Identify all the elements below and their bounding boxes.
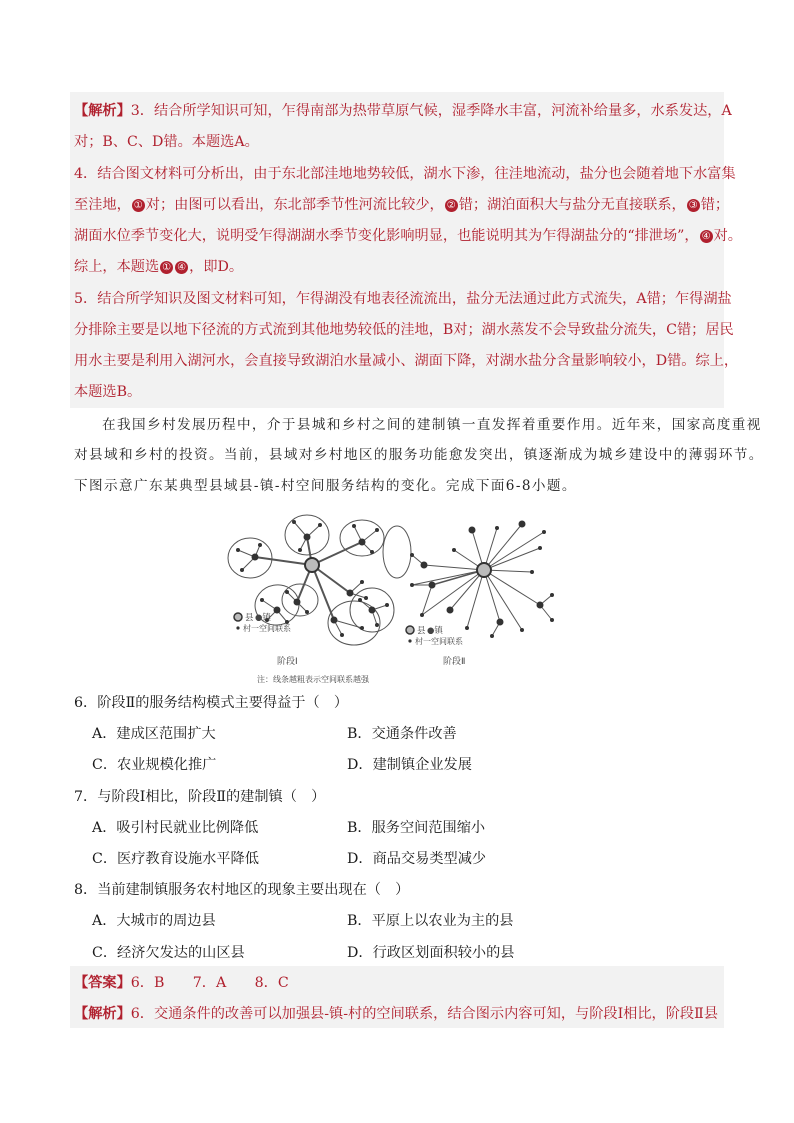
question-8-option-b[interactable]: B．平原上以农业为主的县 [347,913,514,929]
question-7-option-b[interactable]: B．服务空间范围缩小 [347,820,486,836]
svg-text:村一空间联系: 村一空间联系 [415,637,463,646]
analysis-5-line-2: 分排除主要是以地下径流的方式流到其他地势较低的洼地，B对；湖水蒸发不会导致盐分流失，C错；居民 [74,322,734,338]
question-6-option-a[interactable]: A．建成区范围扩大 [92,726,216,742]
analysis-4-line-1: 4．结合图文材料可分析出，由于东北部洼地地势较低，湖水下渗，往洼地流动，盐分也会随着地下水富集 [74,166,736,182]
stage-2-legend [406,625,465,667]
stage-2-diagram [412,524,552,636]
svg-text:●镇: ●镇 [255,613,271,623]
stem-line-3: 下图示意广东某典型县域县-镇-村空间服务结构的变化。完成下面6-8小题。 [74,478,577,494]
svg-text:阶段Ⅰ: 阶段Ⅰ [277,657,298,667]
analysis-tag: 【解析】 [74,103,131,119]
question-7-stem: 7．与阶段Ⅰ相比，阶段Ⅱ的建制镇（ ） [74,789,326,805]
stem-line-2: 对县域和乡村的投资。当前，县域对乡村地区的服务功能愈发突出，镇逐渐成为城乡建设中的薄弱环节。 [74,447,764,463]
circled-number-4: ④ [175,261,188,274]
figure-note: 注：线条越粗表示空间联系越强 [257,675,369,684]
analysis-5-line-1: 5．结合所学知识及图文材料可知，乍得湖没有地表径流流出，盐分无法通过此方式流失，A错；乍得湖盐 [74,291,732,307]
analysis-4-line-3: 湖面水位季节变化大，说明受乍得湖湖水季节变化影响明显，也能说明其为乍得湖盐分的“排泄场”， ④ 对。 [74,228,742,244]
analysis-3-line-2: 对；B、C、D错。本题选A。 [74,134,259,150]
question-8-option-a[interactable]: A．大城市的周边县 [92,913,216,929]
circled-number-1: ① [132,199,145,212]
svg-text:●镇: ●镇 [427,626,443,636]
analysis-4-line-4: 综上，本题选 ① ④ ，即D。 [74,259,244,275]
question-7-option-a[interactable]: A．吸引村民就业比例降低 [92,820,259,836]
svg-text:县: 县 [417,626,426,636]
answer-tag: 【答案】 [74,975,131,991]
question-6-stem: 6．阶段Ⅱ的服务结构模式主要得益于（ ） [74,695,349,711]
question-7-option-c[interactable]: C．医疗教育设施水平降低 [92,851,259,867]
circled-number-2: ② [445,199,458,212]
svg-text:阶段Ⅱ: 阶段Ⅱ [443,657,466,667]
svg-text:县: 县 [245,613,254,623]
spatial-structure-figure [222,510,572,690]
circled-number-4: ④ [700,230,713,243]
analysis-5-line-3: 用水主要是利用入湖河水，会直接导致湖泊水量减小、湖面下降，对湖水盐分含量影响较小，D错。综上， [74,353,739,369]
question-6-option-b[interactable]: B．交通条件改善 [347,726,457,742]
analysis-6-line-1: 【解析】6．交通条件的改善可以加强县-镇-村的空间联系，结合图示内容可知，与阶段Ⅰ相比，阶段Ⅱ县 [74,1006,718,1022]
svg-text:村一空间联系: 村一空间联系 [243,624,291,633]
question-8-option-d[interactable]: D．行政区划面积较小的县 [347,945,515,961]
analysis-5-line-4: 本题选B。 [74,384,142,400]
stage-2-nodes [410,521,554,639]
stage-1-legend [234,612,298,667]
analysis-3-line-1: 【解析】3．结合所学知识可知，乍得南部为热带草原气候，湿季降水丰富，河流补给量多，水系发达，A [74,103,732,119]
question-7-option-d[interactable]: D．商品交易类型减少 [347,851,487,867]
answer-line: 【答案】6．B 7．A 8．C [74,975,289,991]
stem-line-1: 在我国乡村发展历程中，介于县城和乡村之间的建制镇一直发挥着重要作用。近年来，国家高度重视 [102,417,762,433]
question-8-stem: 8．当前建制镇服务农村地区的现象主要出现在（ ） [74,882,410,898]
circled-number-3: ③ [687,199,700,212]
circled-number-1: ① [160,261,173,274]
analysis-4-line-2: 至洼地， ① 对；由图可以看出，东北部季节性河流比较少， ② 错；湖泊面积大与盐分无直接联系， ③ 错； [74,197,730,213]
question-8-option-c[interactable]: C．经济欠发达的山区县 [92,945,245,961]
question-6-option-c[interactable]: C．农业规模化推广 [92,757,217,773]
analysis-tag: 【解析】 [74,1006,131,1022]
question-6-option-d[interactable]: D．建制镇企业发展 [347,757,472,773]
